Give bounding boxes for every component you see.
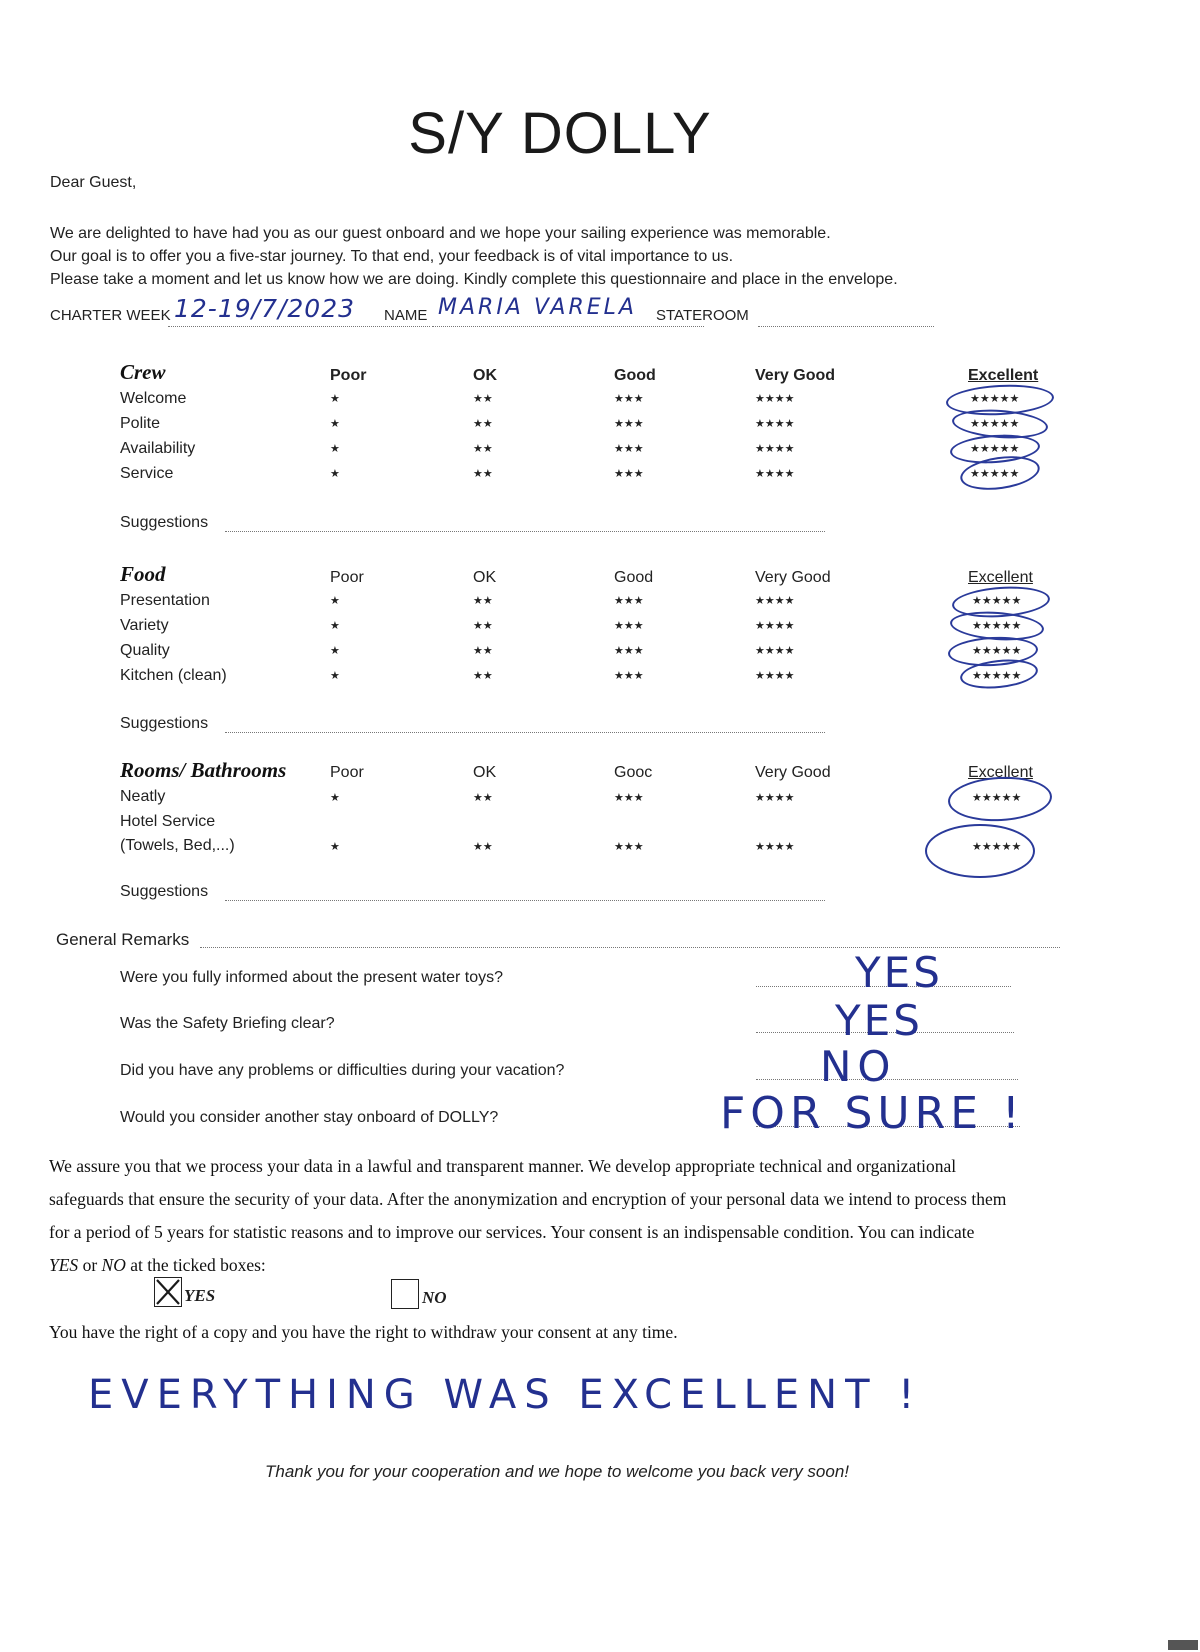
charter-week-label: CHARTER WEEK bbox=[50, 307, 171, 324]
star-rating[interactable]: ★★★★ bbox=[755, 418, 795, 430]
star-rating-selected[interactable]: ★★★★★ bbox=[972, 841, 1022, 853]
charter-week-value[interactable]: 12-19/7/2023 bbox=[174, 294, 356, 323]
checkmark-x-icon bbox=[155, 1278, 181, 1306]
star-rating-selected[interactable]: ★★★★★ bbox=[970, 393, 1020, 405]
column-excellent: Excellent bbox=[968, 569, 1033, 586]
crew-stars-poor bbox=[330, 392, 340, 492]
star-rating-selected[interactable]: ★★★★★ bbox=[970, 418, 1020, 430]
section-heading-crew: Crew bbox=[120, 360, 166, 384]
star-rating[interactable]: ★ bbox=[330, 645, 340, 657]
food-stars-ok bbox=[473, 594, 493, 694]
star-rating[interactable]: ★★★★ bbox=[755, 443, 795, 455]
selection-circle bbox=[925, 824, 1035, 878]
greeting: Dear Guest, bbox=[50, 174, 137, 191]
crew-item-polite: Polite bbox=[120, 415, 161, 432]
section-heading-rooms: Rooms/ Bathrooms bbox=[120, 758, 287, 782]
rooms-item-towels-bed: (Towels, Bed,...) bbox=[120, 837, 235, 854]
star-rating[interactable]: ★★★ bbox=[614, 418, 644, 430]
name-line bbox=[432, 326, 704, 327]
food-item-quality: Quality bbox=[120, 642, 170, 659]
star-rating[interactable]: ★★★ bbox=[614, 792, 644, 804]
scan-artifact bbox=[1168, 1640, 1198, 1650]
column-good: Gooc bbox=[614, 764, 653, 781]
privacy-or: or bbox=[78, 1255, 102, 1275]
star-rating[interactable]: ★★ bbox=[473, 468, 493, 480]
column-poor: Poor bbox=[330, 367, 367, 384]
name-value[interactable]: MARIA VARELA bbox=[438, 295, 637, 320]
star-rating[interactable]: ★★★ bbox=[614, 841, 644, 853]
star-rating[interactable]: ★★★ bbox=[614, 645, 644, 657]
privacy-line bbox=[49, 1249, 1169, 1282]
stateroom-label: STATEROOM bbox=[656, 307, 749, 324]
star-rating-selected[interactable]: ★★★★★ bbox=[972, 595, 1022, 607]
food-stars-poor bbox=[330, 594, 340, 694]
star-rating[interactable]: ★★★★ bbox=[755, 620, 795, 632]
privacy-yes: YES bbox=[49, 1255, 79, 1275]
column-excellent: Excellent bbox=[968, 367, 1039, 384]
privacy-line: safeguards that ensure the security of your data. After the anonymization and encryption of your personal data we intend to process them bbox=[49, 1189, 1007, 1209]
crew-item-availability: Availability bbox=[120, 440, 196, 457]
rooms-item-hotel-service: Hotel Service bbox=[120, 813, 216, 830]
column-excellent: Excellent bbox=[968, 764, 1033, 781]
star-rating[interactable]: ★★★★ bbox=[755, 595, 795, 607]
answer-water-toys[interactable]: YES bbox=[855, 948, 943, 997]
stateroom-line[interactable] bbox=[758, 326, 934, 327]
document-title: S/Y DOLLY bbox=[408, 101, 712, 166]
star-rating[interactable]: ★★★★ bbox=[755, 792, 795, 804]
star-rating[interactable]: ★ bbox=[330, 670, 340, 682]
section-heading-food: Food bbox=[120, 562, 166, 586]
charter-week-line bbox=[168, 326, 430, 327]
crew-stars-ok bbox=[473, 392, 493, 492]
column-very-good: Very Good bbox=[755, 569, 831, 586]
star-rating[interactable]: ★★ bbox=[473, 645, 493, 657]
intro-line: Our goal is to offer you a five-star journey. To that end, your feedback is of vital importance to us. bbox=[50, 248, 734, 265]
star-rating[interactable]: ★ bbox=[330, 393, 340, 405]
privacy-no: NO bbox=[101, 1255, 126, 1275]
food-stars-very-good bbox=[755, 594, 794, 694]
star-rating-selected[interactable]: ★★★★★ bbox=[972, 670, 1022, 682]
star-rating[interactable]: ★★ bbox=[473, 418, 493, 430]
rights-text: You have the right of a copy and you have the right to withdraw your consent at any time. bbox=[49, 1322, 678, 1342]
food-item-variety: Variety bbox=[120, 617, 169, 634]
column-good: Good bbox=[614, 367, 656, 384]
column-ok: OK bbox=[473, 569, 497, 586]
star-rating[interactable]: ★★★ bbox=[614, 393, 644, 405]
star-rating[interactable]: ★★★★ bbox=[755, 468, 795, 480]
privacy-rest: at the ticked boxes: bbox=[125, 1255, 266, 1275]
food-suggestions-line[interactable] bbox=[225, 732, 825, 733]
star-rating[interactable]: ★★★★ bbox=[755, 645, 795, 657]
star-rating[interactable]: ★ bbox=[330, 620, 340, 632]
rooms-item-neatly: Neatly bbox=[120, 788, 166, 805]
star-rating[interactable]: ★ bbox=[330, 595, 340, 607]
intro-line: We are delighted to have had you as our guest onboard and we hope your sailing experience was memorable. bbox=[50, 225, 831, 242]
crew-stars-good bbox=[614, 392, 644, 492]
crew-item-welcome: Welcome bbox=[120, 390, 187, 407]
star-rating[interactable]: ★★★★ bbox=[755, 841, 795, 853]
star-rating[interactable]: ★★ bbox=[473, 670, 493, 682]
answer-stay-again[interactable]: FOR SURE ! bbox=[720, 1088, 1025, 1139]
intro-text bbox=[50, 222, 898, 291]
crew-suggestions-label: Suggestions bbox=[120, 514, 209, 531]
answer-problems[interactable]: NO bbox=[820, 1042, 897, 1091]
consent-yes-label: YES bbox=[184, 1286, 216, 1305]
column-good: Good bbox=[614, 569, 654, 586]
privacy-text bbox=[49, 1150, 1169, 1282]
star-rating[interactable]: ★★ bbox=[473, 792, 493, 804]
question-stay-again: Would you consider another stay onboard of DOLLY? bbox=[120, 1109, 499, 1126]
privacy-line: We assure you that we process your data in a lawful and transparent manner. We develop appropriate technical and organizational bbox=[49, 1156, 957, 1176]
star-rating[interactable]: ★★★ bbox=[614, 468, 644, 480]
food-stars-good bbox=[614, 594, 644, 694]
star-rating[interactable]: ★★ bbox=[473, 841, 493, 853]
column-very-good: Very Good bbox=[755, 367, 836, 384]
star-rating[interactable]: ★★★ bbox=[614, 595, 644, 607]
star-rating[interactable]: ★★ bbox=[473, 620, 493, 632]
crew-item-service: Service bbox=[120, 465, 174, 482]
rooms-suggestions-label: Suggestions bbox=[120, 883, 209, 900]
star-rating[interactable]: ★★★★ bbox=[755, 393, 795, 405]
consent-no-checkbox[interactable] bbox=[391, 1279, 419, 1309]
star-rating[interactable]: ★ bbox=[330, 468, 340, 480]
food-item-kitchen: Kitchen (clean) bbox=[120, 667, 227, 684]
general-remarks-label: General Remarks bbox=[56, 930, 190, 949]
star-rating[interactable]: ★★ bbox=[473, 443, 493, 455]
crew-stars-very-good bbox=[755, 392, 794, 492]
column-ok: OK bbox=[473, 764, 497, 781]
star-rating-selected[interactable]: ★★★★★ bbox=[970, 468, 1020, 480]
column-poor: Poor bbox=[330, 764, 364, 781]
star-rating[interactable]: ★ bbox=[330, 443, 340, 455]
food-suggestions-label: Suggestions bbox=[120, 715, 209, 732]
consent-yes-checkbox[interactable] bbox=[154, 1277, 182, 1307]
star-rating-selected[interactable]: ★★★★★ bbox=[972, 620, 1022, 632]
consent-no-label: NO bbox=[422, 1288, 447, 1307]
star-rating-selected[interactable]: ★★★★★ bbox=[970, 443, 1020, 455]
star-rating-selected[interactable]: ★★★★★ bbox=[972, 792, 1022, 804]
star-rating[interactable]: ★★★★ bbox=[755, 670, 795, 682]
star-rating[interactable]: ★ bbox=[330, 792, 340, 804]
star-rating[interactable]: ★★★ bbox=[614, 620, 644, 632]
column-poor: Poor bbox=[330, 569, 364, 586]
rooms-suggestions-line[interactable] bbox=[225, 900, 825, 901]
star-rating[interactable]: ★★★ bbox=[614, 443, 644, 455]
column-ok: OK bbox=[473, 367, 497, 384]
question-water-toys: Were you fully informed about the present water toys? bbox=[120, 969, 504, 986]
thank-you-text: Thank you for your cooperation and we hope to welcome you back very soon! bbox=[265, 1462, 850, 1481]
star-rating[interactable]: ★★ bbox=[473, 393, 493, 405]
handwritten-comment[interactable]: EVERYTHING WAS EXCELLENT ! bbox=[88, 1372, 923, 1418]
star-rating[interactable]: ★★ bbox=[473, 595, 493, 607]
star-rating-selected[interactable]: ★★★★★ bbox=[972, 645, 1022, 657]
food-item-presentation: Presentation bbox=[120, 592, 210, 609]
star-rating[interactable]: ★★★ bbox=[614, 670, 644, 682]
answer-safety-briefing[interactable]: YES bbox=[835, 996, 923, 1045]
column-very-good: Very Good bbox=[755, 764, 831, 781]
question-safety-briefing: Was the Safety Briefing clear? bbox=[120, 1015, 335, 1032]
star-rating[interactable]: ★ bbox=[330, 841, 340, 853]
crew-suggestions-line[interactable] bbox=[225, 531, 825, 532]
name-label: NAME bbox=[384, 307, 428, 324]
question-problems: Did you have any problems or difficulties during your vacation? bbox=[120, 1062, 565, 1079]
header-fields bbox=[50, 294, 935, 330]
privacy-line: for a period of 5 years for statistic reasons and to improve our services. Your consent is an indispensable condition. You can indicate bbox=[49, 1222, 975, 1242]
star-rating[interactable]: ★ bbox=[330, 418, 340, 430]
selection-circle bbox=[947, 774, 1053, 823]
intro-line: Please take a moment and let us know how we are doing. Kindly complete this questionnaire and place in the envelope. bbox=[50, 271, 898, 288]
